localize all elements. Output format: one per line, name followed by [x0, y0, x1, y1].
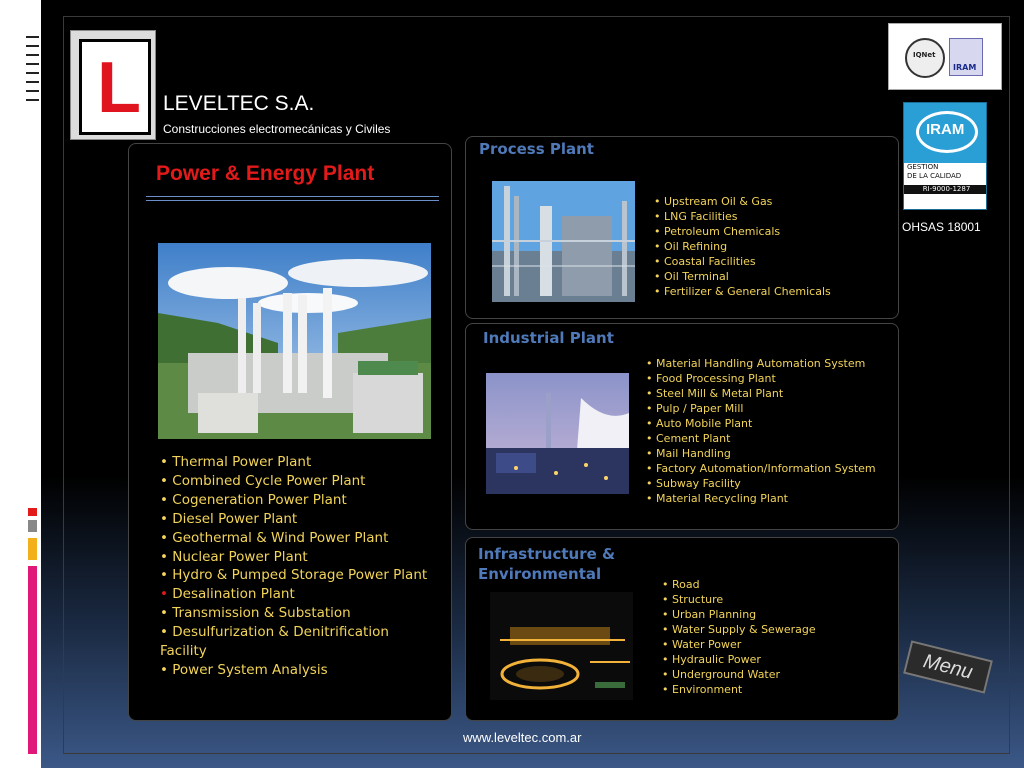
list-item: • Auto Mobile Plant: [646, 417, 753, 430]
list-item: • Factory Automation/Information System: [646, 462, 876, 475]
company-tagline: Construcciones electromecánicas y Civiles: [163, 122, 391, 136]
list-item: • Cogeneration Power Plant: [160, 491, 347, 508]
list-item: • Combined Cycle Power Plant: [160, 472, 366, 489]
accent-bar-pink: [28, 566, 37, 754]
list-item: • Transmission & Substation: [160, 605, 351, 622]
list-item: • Material Recycling Plant: [646, 492, 788, 505]
list-item: • Hydraulic Power: [662, 653, 761, 666]
list-item: • Fertilizer & General Chemicals: [654, 285, 831, 298]
list-item: • Subway Facility: [646, 477, 741, 490]
menu-button[interactable]: Menu: [903, 640, 993, 693]
list-item: • Road: [662, 578, 700, 591]
accent-bar-gray: [28, 520, 37, 532]
list-item: • Mail Handling: [646, 447, 731, 460]
power-energy-title: Power & Energy Plant: [156, 162, 375, 185]
list-item: • Geothermal & Wind Power Plant: [160, 529, 389, 546]
list-item: • Environment: [662, 683, 743, 696]
power-energy-list: [160, 453, 430, 680]
list-item: • LNG Facilities: [654, 210, 738, 223]
list-item: • Hydro & Pumped Storage Power Plant: [160, 567, 428, 584]
company-name: LEVELTEC S.A.: [163, 92, 315, 115]
list-item: • Diesel Power Plant: [160, 510, 298, 527]
process-plant-title: Process Plant: [479, 140, 594, 158]
list-item: • Steel Mill & Metal Plant: [646, 387, 784, 400]
power-plant-photo: [158, 243, 431, 439]
company-logo: [70, 30, 156, 140]
list-item: • Power System Analysis: [160, 661, 328, 678]
list-item: • Structure: [662, 593, 724, 606]
list-item: • Oil Refining: [654, 240, 728, 253]
title-divider: [146, 196, 439, 201]
water-treatment-photo: [490, 592, 633, 700]
infrastructure-title: Infrastructure & Environmental: [478, 545, 616, 583]
list-item: • Material Handling Automation System: [646, 357, 866, 370]
industrial-photo: [486, 373, 629, 494]
list-item: • Underground Water: [662, 668, 781, 681]
list-item: • Oil Terminal: [654, 270, 729, 283]
industrial-plant-title: Industrial Plant: [483, 329, 614, 347]
list-item: • Upstream Oil & Gas: [654, 195, 773, 208]
list-item: • Cement Plant: [646, 432, 731, 445]
list-item: • Thermal Power Plant: [160, 454, 312, 470]
ohsas-label: OHSAS 18001: [902, 220, 981, 234]
iram-quality-badge: IRAM GESTION DE LA CALIDAD RI-9000-1287: [903, 102, 987, 210]
list-item: • Urban Planning: [662, 608, 757, 621]
logo-letter: L: [97, 48, 141, 128]
list-item: • Nuclear Power Plant: [160, 548, 308, 565]
list-item: • Pulp / Paper Mill: [646, 402, 744, 415]
accent-bar-red: [28, 508, 37, 516]
side-lines: [26, 36, 39, 116]
list-item: • Petroleum Chemicals: [654, 225, 781, 238]
accent-bar-yellow: [28, 538, 37, 560]
list-item: • Coastal Facilities: [654, 255, 756, 268]
list-item: • Desulfurization & Denitrification Facility: [160, 624, 389, 660]
iqnet-seal-icon: IQNet: [905, 38, 945, 78]
industrial-plant-list: [646, 356, 886, 506]
process-plant-list: [654, 194, 884, 299]
refinery-photo: [492, 181, 635, 302]
list-item: • Desalination Plant: [160, 586, 295, 603]
certification-seals: [888, 23, 1002, 90]
infrastructure-list: [662, 577, 882, 697]
list-item: • Water Power: [662, 638, 742, 651]
footer-url[interactable]: www.leveltec.com.ar: [463, 730, 582, 745]
iram-seal-icon: IRAM: [949, 38, 983, 76]
list-item: • Food Processing Plant: [646, 372, 776, 385]
list-item: • Water Supply & Sewerage: [662, 623, 816, 636]
